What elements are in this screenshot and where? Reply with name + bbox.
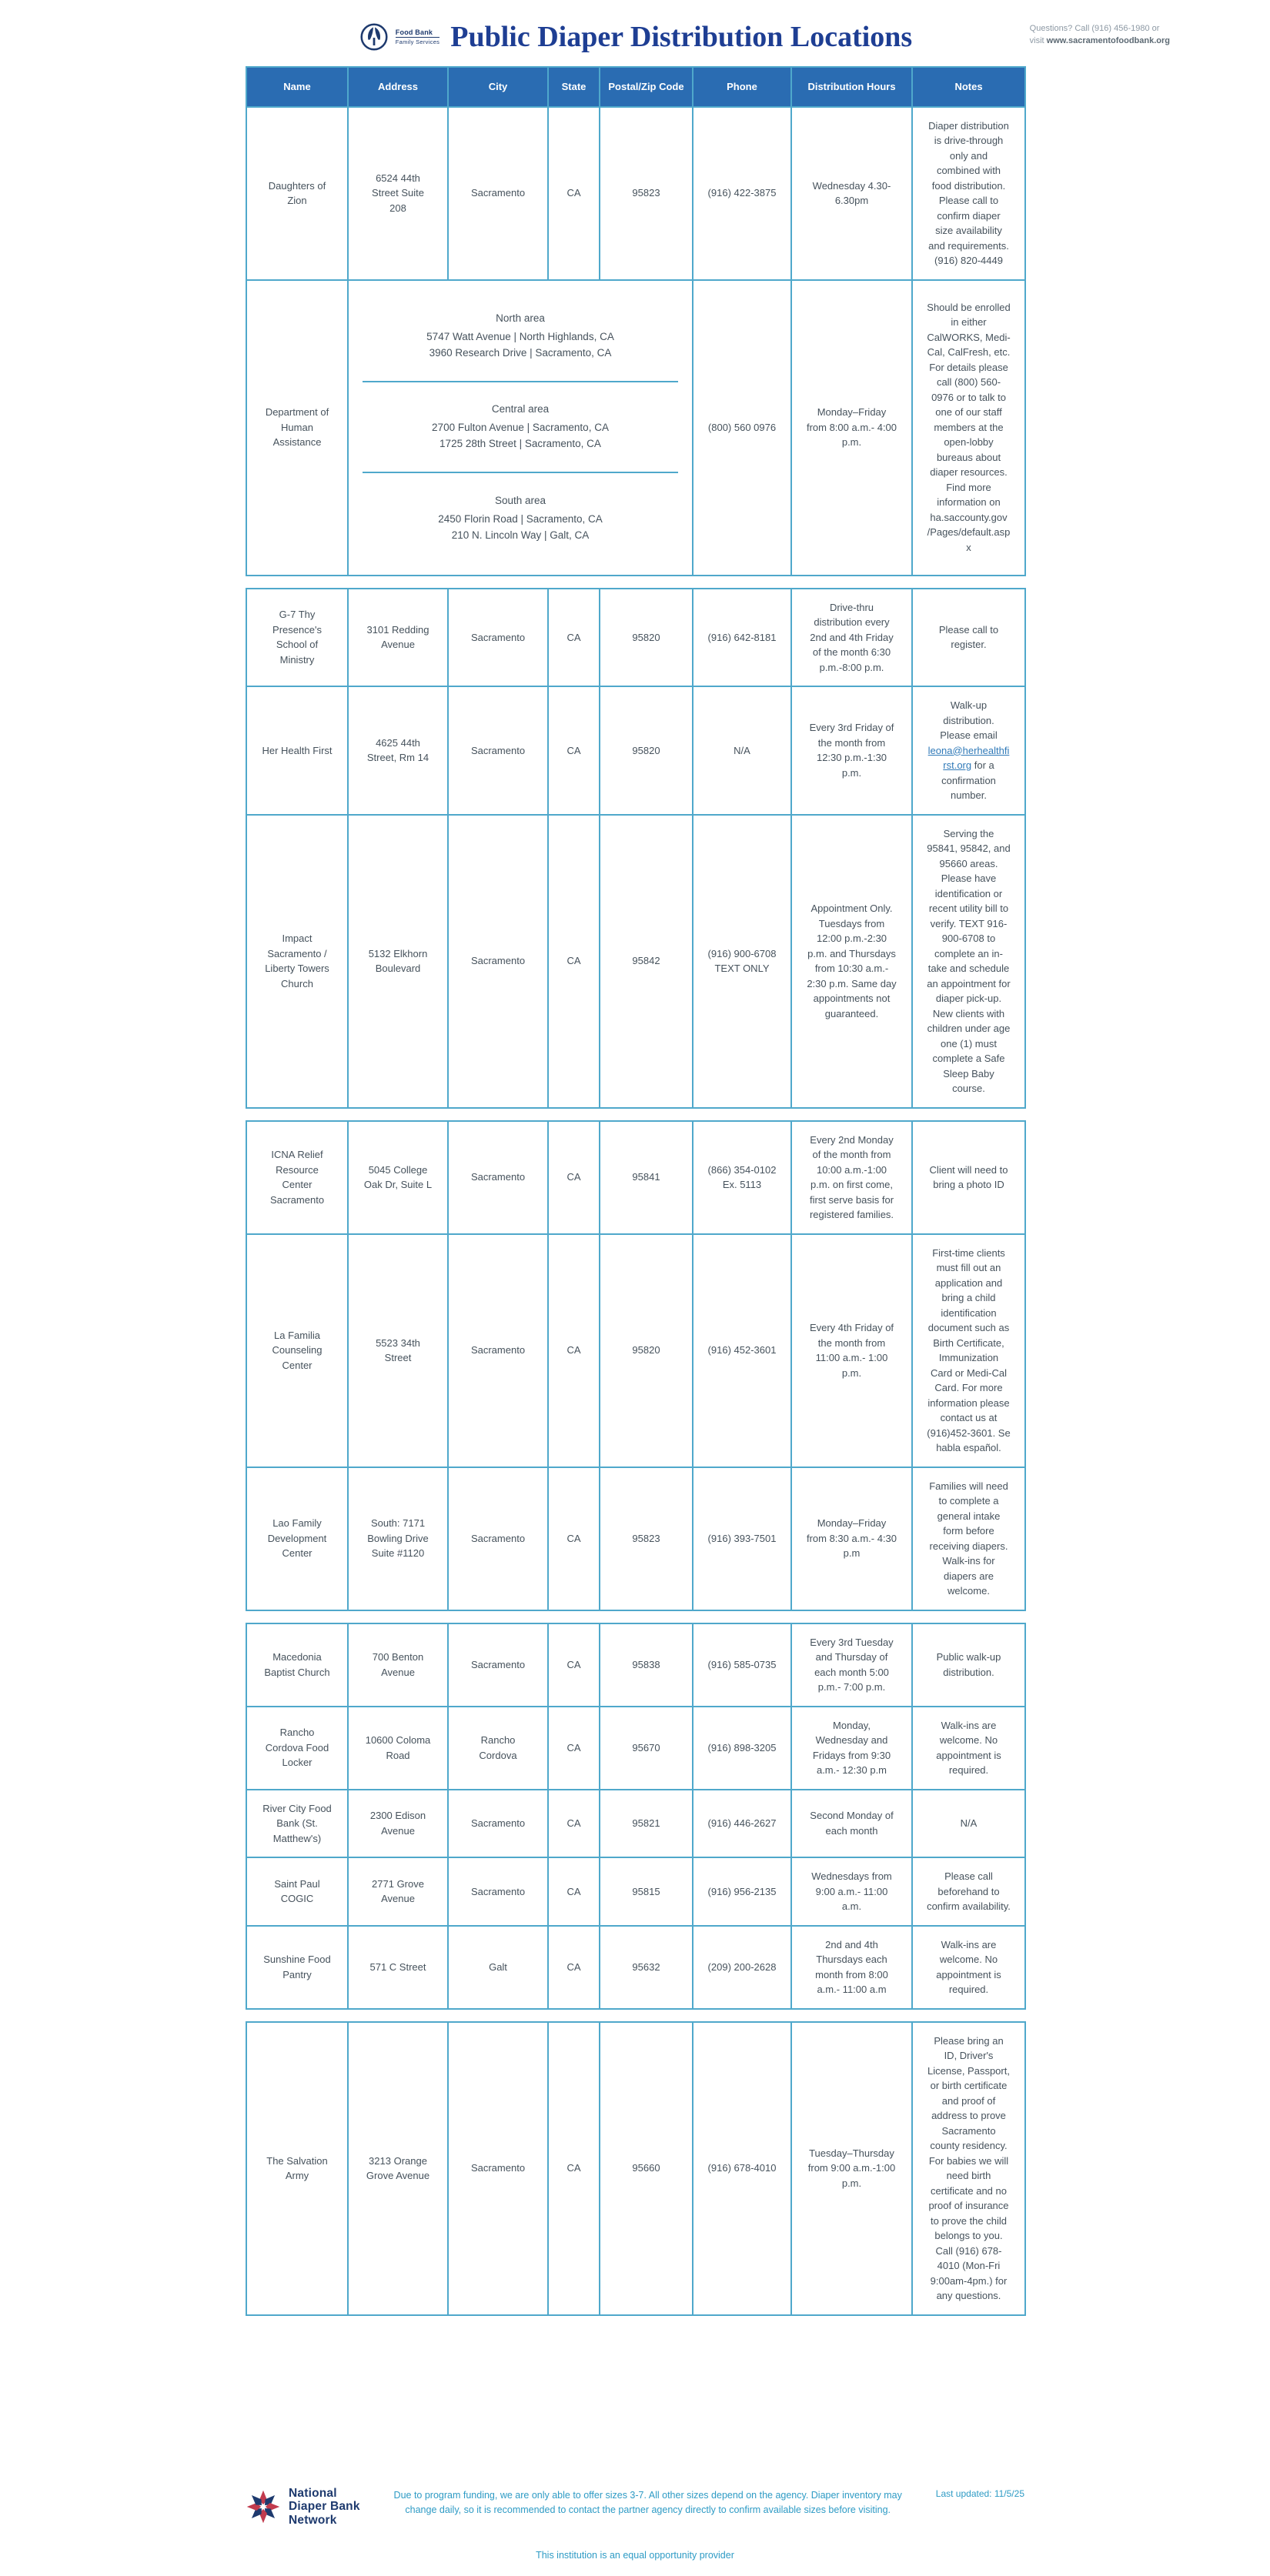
column-header-postal-zip-code: Postal/Zip Code: [600, 67, 693, 107]
table-row: [246, 107, 1025, 280]
location-city: Sacramento: [448, 589, 548, 687]
location-phone: (916) 393-7501: [693, 1467, 791, 1610]
location-zip: 95670: [600, 1707, 693, 1790]
column-header-phone: Phone: [693, 67, 791, 107]
location-city: Sacramento: [448, 1467, 548, 1610]
location-address: 2300 Edison Avenue: [348, 1790, 448, 1858]
table-row: [246, 1121, 1025, 1234]
location-name: Daughters of Zion: [246, 107, 348, 280]
location-zip: 95815: [600, 1857, 693, 1926]
distribution-hours: Wednesday 4.30-6.30pm: [791, 107, 912, 280]
location-state: CA: [548, 1467, 600, 1610]
website-link[interactable]: www.sacramentofoodbank.org: [1046, 35, 1170, 45]
location-city: Sacramento: [448, 1790, 548, 1858]
location-phone: (916) 422-3875: [693, 107, 791, 280]
location-notes: Walk-ins are welcome. No appointment is required.: [912, 1707, 1025, 1790]
table-row: [246, 1790, 1025, 1858]
location-name: Saint Paul COGIC: [246, 1857, 348, 1926]
location-state: CA: [548, 686, 600, 815]
location-address: South: 7171 Bowling Drive Suite #1120: [348, 1467, 448, 1610]
ndbn-line3: Network: [289, 2513, 337, 2527]
location-city: Sacramento: [448, 815, 548, 1108]
location-address: 5045 College Oak Dr, Suite L: [348, 1121, 448, 1234]
logo-line1: Food Bank: [396, 28, 439, 38]
logo-line2: Family Services: [395, 38, 440, 45]
location-phone: (916) 452-3601: [693, 1234, 791, 1467]
location-phone: N/A: [693, 686, 791, 815]
food-bank-logo-icon: [358, 21, 390, 53]
header-contact: [1030, 23, 1170, 48]
service-area-address: 2700 Fulton Avenue | Sacramento, CA: [432, 422, 609, 434]
last-updated: Last updated: 11/5/25: [935, 2488, 1024, 2499]
location-address: 5132 Elkhorn Boulevard: [348, 815, 448, 1108]
location-zip: 95820: [600, 589, 693, 687]
distribution-table-block-3: [246, 1120, 1026, 1611]
distribution-hours: Every 3rd Tuesday and Thursday of each month 5:00 p.m.- 7:00 p.m.: [791, 1623, 912, 1707]
table-row: [246, 1234, 1025, 1467]
location-address: 571 C Street: [348, 1926, 448, 2009]
location-address: 700 Benton Avenue: [348, 1623, 448, 1707]
location-name: The Salvation Army: [246, 2022, 348, 2315]
ndbn-line2: Diaper Bank: [289, 2500, 360, 2514]
location-notes: Diaper distribution is drive-through only and combined with food distribution. Please call to confirm diaper size availability and requirements. (916) 820-4449: [912, 107, 1025, 280]
column-header-distribution-hours: Distribution Hours: [791, 67, 912, 107]
service-area: [363, 292, 678, 382]
location-phone: (916) 900-6708 TEXT ONLY: [693, 815, 791, 1108]
page-title: Public Diaper Distribution Locations: [450, 21, 913, 53]
location-name: Department of Human Assistance: [246, 280, 348, 576]
service-area: [363, 382, 678, 473]
contact-line2: [1030, 35, 1170, 48]
distribution-hours: Monday–Friday from 8:30 a.m.- 4:30 p.m: [791, 1467, 912, 1610]
location-address: 4625 44th Street, Rm 14: [348, 686, 448, 815]
contact-line1: Questions? Call (916) 456-1980 or: [1029, 24, 1160, 33]
location-name: Impact Sacramento / Liberty Towers Church: [246, 815, 348, 1108]
location-state: CA: [548, 1121, 600, 1234]
location-state: CA: [548, 815, 600, 1108]
table-row: [246, 2022, 1025, 2315]
distribution-table-block-1: [246, 66, 1026, 576]
location-state: CA: [548, 1790, 600, 1858]
table-row: [246, 1467, 1025, 1610]
location-name: Her Health First: [246, 686, 348, 815]
column-header-address: Address: [348, 67, 448, 107]
location-zip: 95820: [600, 686, 693, 815]
location-city: Sacramento: [448, 1857, 548, 1926]
table-row: [246, 1707, 1025, 1790]
location-zip: 95632: [600, 1926, 693, 2009]
column-header-state: State: [548, 67, 600, 107]
distribution-table-block-4: [246, 1623, 1026, 2010]
location-notes: Families will need to complete a general intake form before receiving diapers. Walk-ins for diapers are welcome.: [912, 1467, 1025, 1610]
document-header: [0, 20, 1270, 54]
location-zip: 95841: [600, 1121, 693, 1234]
distribution-hours: 2nd and 4th Thursdays each month from 8:00 a.m.- 11:00 a.m: [791, 1926, 912, 2009]
location-notes: Walk-up distribution. Please email leona@herhealthfirst.org for a confirmation number.: [912, 686, 1025, 815]
location-state: CA: [548, 1623, 600, 1707]
location-name: Rancho Cordova Food Locker: [246, 1707, 348, 1790]
location-state: CA: [548, 1857, 600, 1926]
location-phone: (916) 898-3205: [693, 1707, 791, 1790]
column-header-city: City: [448, 67, 548, 107]
location-city: Rancho Cordova: [448, 1707, 548, 1790]
column-header-name: Name: [246, 67, 348, 107]
location-state: CA: [548, 1234, 600, 1467]
ndbn-line1: National: [289, 2486, 337, 2500]
location-zip: 95823: [600, 107, 693, 280]
location-notes: Please call to register.: [912, 589, 1025, 687]
location-zip: 95821: [600, 1790, 693, 1858]
distribution-hours: Every 2nd Monday of the month from 10:00 a.m.-1:00 p.m. on first come, first serve basis for registered families.: [791, 1121, 912, 1234]
table-row: [246, 815, 1025, 1108]
location-phone: (916) 585-0735: [693, 1623, 791, 1707]
distribution-hours: Every 4th Friday of the month from 11:00 a.m.- 1:00 p.m.: [791, 1234, 912, 1467]
location-notes: Serving the 95841, 95842, and 95660 areas. Please have identification or recent utility bill to verify. TEXT 916-900-6708 to complete an in-take and schedule an appointment for diaper pick-up. New clients with children under age one (1) must complete a Safe Sleep Baby course.: [912, 815, 1025, 1108]
location-city: Sacramento: [448, 2022, 548, 2315]
service-area: [363, 473, 678, 564]
location-phone: (916) 678-4010: [693, 2022, 791, 2315]
location-state: CA: [548, 589, 600, 687]
table-row: [246, 1926, 1025, 2009]
distribution-table-block-2: [246, 588, 1026, 1109]
location-name: Sunshine Food Pantry: [246, 1926, 348, 2009]
location-address: 6524 44th Street Suite 208: [348, 107, 448, 280]
location-notes: Public walk-up distribution.: [912, 1623, 1025, 1707]
table-row: [246, 686, 1025, 815]
service-areas: [363, 292, 678, 564]
table-row: [246, 1857, 1025, 1926]
distribution-tables-container: [246, 66, 1024, 2327]
location-notes: Should be enrolled in either CalWORKS, Medi-Cal, CalFresh, etc. For details please call (800) 560-0976 or to talk to one of our staff members at the open-lobby bureaus about diaper resources. Find more information on ha.saccounty.gov /Pages/default.aspx: [912, 280, 1025, 576]
table-header-row: [246, 67, 1025, 107]
service-area-address: 1725 28th Street | Sacramento, CA: [439, 437, 601, 449]
location-city: Sacramento: [448, 1121, 548, 1234]
food-bank-logo-text: [396, 28, 439, 45]
location-city: Galt: [448, 1926, 548, 2009]
location-name: G-7 Thy Presence's School of Ministry: [246, 589, 348, 687]
table-row: [246, 1623, 1025, 1707]
location-zip: 95660: [600, 2022, 693, 2315]
table-row: [246, 280, 1025, 576]
location-zip: 95838: [600, 1623, 693, 1707]
distribution-table-block-5: [246, 2021, 1026, 2316]
distribution-hours: Monday–Friday from 8:00 a.m.- 4:00 p.m.: [791, 280, 912, 576]
location-city: Sacramento: [448, 686, 548, 815]
location-notes: Client will need to bring a photo ID: [912, 1121, 1025, 1234]
location-address: 2771 Grove Avenue: [348, 1857, 448, 1926]
ndbn-logo-text: [289, 2487, 360, 2527]
location-name: La Familia Counseling Center: [246, 1234, 348, 1467]
location-phone: (916) 956-2135: [693, 1857, 791, 1926]
sacramento-food-bank-logo: [358, 21, 439, 53]
location-notes: Please call beforehand to confirm availability.: [912, 1857, 1025, 1926]
location-name: ICNA Relief Resource Center Sacramento: [246, 1121, 348, 1234]
location-state: CA: [548, 1707, 600, 1790]
service-area-address: 2450 Florin Road | Sacramento, CA: [438, 513, 603, 526]
location-notes: Please bring an ID, Driver's License, Passport, or birth certificate and proof of address to prove Sacramento county residency. For babies we will need birth certificate and no proof of insurance to prove the child belongs to you. Call (916) 678- 4010 (Mon-Fri 9:00am-4pm.) for any questions.: [912, 2022, 1025, 2315]
distribution-hours: Monday, Wednesday and Fridays from 9:30 a.m.- 12:30 p.m: [791, 1707, 912, 1790]
location-zip: 95820: [600, 1234, 693, 1467]
location-address: 3213 Orange Grove Avenue: [348, 2022, 448, 2315]
ndbn-star-icon: [246, 2489, 281, 2524]
location-city: Sacramento: [448, 1234, 548, 1467]
location-phone: (209) 200-2628: [693, 1926, 791, 2009]
location-notes: N/A: [912, 1790, 1025, 1858]
location-zip: 95823: [600, 1467, 693, 1610]
distribution-hours: Tuesday–Thursday from 9:00 a.m.-1:00 p.m.: [791, 2022, 912, 2315]
document-footer: [246, 2459, 1024, 2527]
funding-note: Due to program funding, we are only able to offer sizes 3-7. All other sizes depend on the agency. Diaper inventory may change daily, so it is recommended to contact the partner agency directly to confirm available sizes before visiting.: [393, 2489, 902, 2516]
distribution-hours: Drive-thru distribution every 2nd and 4th Friday of the month 6:30 p.m.-8:00 p.m.: [791, 589, 912, 687]
email-link[interactable]: leona@herhealthfirst.org: [927, 744, 1010, 772]
service-area-label: North area: [496, 312, 545, 325]
service-area-label: South area: [494, 495, 546, 507]
service-area-label: Central area: [491, 403, 550, 415]
service-area-address: 3960 Research Drive | Sacramento, CA: [429, 346, 612, 359]
distribution-hours: Every 3rd Friday of the month from 12:30 p.m.-1:30 p.m.: [791, 686, 912, 815]
service-areas-cell: [348, 280, 693, 576]
location-notes: Walk-ins are welcome. No appointment is required.: [912, 1926, 1025, 2009]
location-address: 3101 Redding Avenue: [348, 589, 448, 687]
location-phone: (916) 642-8181: [693, 589, 791, 687]
distribution-hours: Appointment Only. Tuesdays from 12:00 p.m.-2:30 p.m. and Thursdays from 10:30 a.m.- 2:30 p.m. Same day appointments not guaranteed.: [791, 815, 912, 1108]
equal-opportunity-note: This institution is an equal opportunity provider: [536, 2550, 734, 2561]
location-address: 5523 34th Street: [348, 1234, 448, 1467]
distribution-hours: Wednesdays from 9:00 a.m.- 11:00 a.m.: [791, 1857, 912, 1926]
contact-line2-prefix: visit: [1029, 35, 1047, 45]
ndbn-logo: [246, 2487, 360, 2527]
location-phone: (800) 560 0976: [693, 280, 791, 576]
location-name: Lao Family Development Center: [246, 1467, 348, 1610]
location-zip: 95842: [600, 815, 693, 1108]
location-city: Sacramento: [448, 1623, 548, 1707]
location-state: CA: [548, 107, 600, 280]
location-state: CA: [548, 2022, 600, 2315]
location-phone: (866) 354-0102 Ex. 5113: [693, 1121, 791, 1234]
location-notes: First-time clients must fill out an application and bring a child identification document such as Birth Certificate, Immunization Card or Medi-Cal Card. For more information please contact us at (916)452-3601. Se habla español.: [912, 1234, 1025, 1467]
table-row: [246, 589, 1025, 687]
location-address: 10600 Coloma Road: [348, 1707, 448, 1790]
location-name: River City Food Bank (St. Matthew's): [246, 1790, 348, 1858]
service-area-address: 210 N. Lincoln Way | Galt, CA: [451, 529, 590, 541]
service-area-address: 5747 Watt Avenue | North Highlands, CA: [426, 331, 614, 343]
location-phone: (916) 446-2627: [693, 1790, 791, 1858]
location-city: Sacramento: [448, 107, 548, 280]
distribution-hours: Second Monday of each month: [791, 1790, 912, 1858]
location-name: Macedonia Baptist Church: [246, 1623, 348, 1707]
column-header-notes: Notes: [912, 67, 1025, 107]
location-state: CA: [548, 1926, 600, 2009]
